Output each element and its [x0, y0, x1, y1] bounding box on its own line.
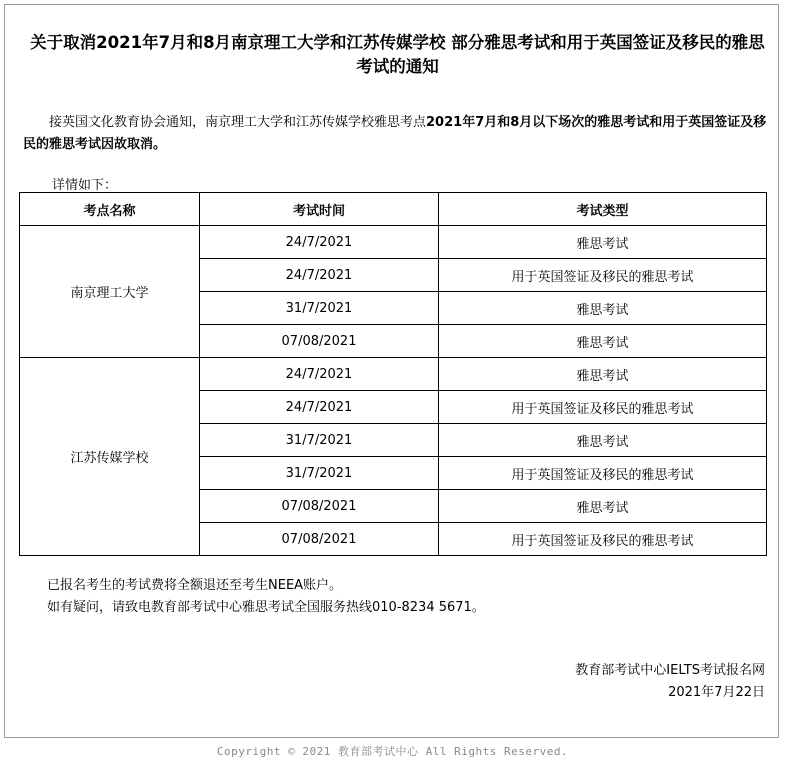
contact-note: 如有疑问，请致电教育部考试中心雅思考试全国服务热线010-8234 5671。: [47, 600, 485, 615]
type-cell: 雅思考试: [439, 325, 767, 358]
date-cell: 07/08/2021: [200, 523, 439, 556]
type-cell: 雅思考试: [439, 226, 767, 259]
refund-note: 已报名考生的考试费将全额退还至考生NEEA账户。: [47, 578, 343, 593]
table-row: [20, 226, 767, 259]
date-cell: 07/08/2021: [200, 490, 439, 523]
details-label: 详情如下：: [52, 178, 118, 193]
copyright-footer: Copyright © 2021 教育部考试中心 All Rights Reserved.: [216, 745, 569, 758]
date-cell: 31/7/2021: [200, 457, 439, 490]
date-cell: 24/7/2021: [200, 226, 439, 259]
table-header-row: [20, 193, 767, 226]
type-cell: 用于英国签证及移民的雅思考试: [439, 457, 767, 490]
notice-signature-block: [575, 660, 765, 704]
date-cell: 31/7/2021: [200, 292, 439, 325]
issue-date: 2021年7月22日: [668, 685, 765, 700]
table-row: [20, 358, 767, 391]
header-venue: 考点名称: [20, 193, 200, 226]
notice-notes: [47, 575, 485, 619]
type-cell: 雅思考试: [439, 358, 767, 391]
type-cell: 雅思考试: [439, 424, 767, 457]
date-cell: 24/7/2021: [200, 391, 439, 424]
intro-bold-text: 2021年7月和8月以下场次的雅思考试和用于英国签证及移民的雅思考试因故取消。: [23, 115, 767, 152]
venue-cell: 南京理工大学: [20, 226, 200, 358]
type-cell: 用于英国签证及移民的雅思考试: [439, 523, 767, 556]
header-type: 考试类型: [439, 193, 767, 226]
notice-title: 关于取消2021年7月和8月南京理工大学和江苏传媒学校 部分雅思考试和用于英国签证及移民的雅思考试的通知: [30, 33, 765, 76]
venue-cell: 江苏传媒学校: [20, 358, 200, 556]
date-cell: 31/7/2021: [200, 424, 439, 457]
type-cell: 雅思考试: [439, 292, 767, 325]
date-cell: 24/7/2021: [200, 358, 439, 391]
date-cell: 24/7/2021: [200, 259, 439, 292]
header-date: 考试时间: [200, 193, 439, 226]
type-cell: 用于英国签证及移民的雅思考试: [439, 391, 767, 424]
cancelled-exams-table: [19, 192, 767, 556]
type-cell: 雅思考试: [439, 490, 767, 523]
type-cell: 用于英国签证及移民的雅思考试: [439, 259, 767, 292]
intro-text: 接英国文化教育协会通知，南京理工大学和江苏传媒学校雅思考点: [49, 115, 427, 130]
issuer-name: 教育部考试中心IELTS考试报名网: [575, 663, 765, 678]
notice-intro: [23, 112, 775, 156]
date-cell: 07/08/2021: [200, 325, 439, 358]
